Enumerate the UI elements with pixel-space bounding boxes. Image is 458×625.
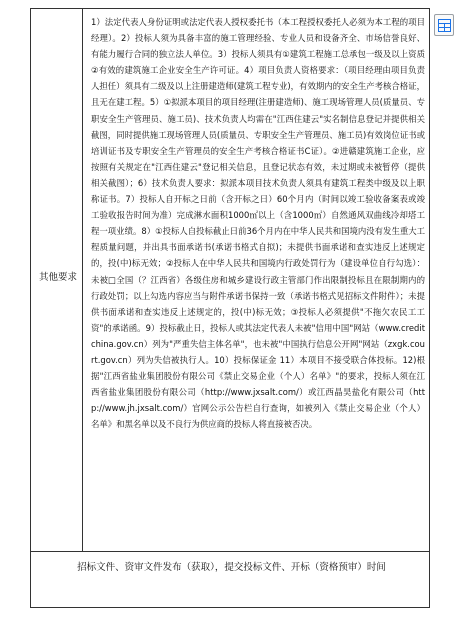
schedule-row bbox=[30, 552, 430, 608]
requirements-table bbox=[30, 8, 430, 552]
schedule-heading: 招标文件、资审文件发布（获取），提交投标文件、开标（资格预审）时间 bbox=[77, 562, 386, 573]
label-column bbox=[31, 9, 83, 551]
grid-layout-icon bbox=[438, 19, 451, 32]
requirements-content: 1）法定代表人身份证明或法定代表人授权委托书（本工程授权委托人必须为本工程的项目经理）。2）投标人须为具备丰富的施工管理经验、专业人员和设备齐全、市场信誉良好、有能力履行合同的独立法人单位。3）投标人须具有①建筑工程施工总承包一级及以上资质②有效的建筑施工企业安全生产许可证。4）项目负责人资格要求：（项目经理由项目负责人担任）须具有二级及以上注册建造师(建筑工程专业)，有效期内的安全生产考核合格证，且无在建工程。5）①拟派本项目的项目经理(注册建造师)、施工现场管理人员(质量员、专职安全生产管理员、施工员)、技术负责人均需在"江西住建云"实名制信息登记并提供相关截图，同时提供施工现场管理人员(质量员、专职安全生产管理员、施工员)有效岗位证书或培训证书及专职安全生产管理员的安全生产考核合格证书C证）。②进赣建筑施工企业，应按照有关规定在"江西住建云"登记相关信息，且登记状态有效，未过期或未被暂停（提供相关截图）；6）技术负责人要求：拟派本项目技术负责人须具有建筑工程类中级及以上职称证书。7）投标人自开标之日前（含开标之日）60个月内（时间以竣工验收备案表或竣工验收报告时间为准）完成淋水面积1000㎡以上（含1000㎡）自然通风双曲线冷却塔工程一项业绩。8）①投标人自投标截止日前36个月内在中华人民共和国境内没有发生重大工程质量问题，并出具书面承诺书(承诺书格式自拟)；未提供书面承诺和查实违反上述规定的，投(中)标无效；②投标人在中华人民共和国境内行政处罚行为（建设单位自行勾选）：未被□全国（？江西省）各级住房和城乡建设行政主管部门作出限制投标且在限制期内的行政处罚；以上勾选内容应当与附件承诺书保持一致（承诺书格式见招标文件附件）；未提供书面承诺和查实违反上述规定的，投(中)标无效；③投标人必须提供"不拖欠农民工工资"的承诺函。9）投标截止日，投标人或其法定代表人未被"信用中国"网站（www.creditchina.gov.cn）列为"严重失信主体名单"，也未被"中国执行信息公开网"网站（zxgk.court.gov.cn）列为失信被执行人。10）投标保证金 11）本项目不接受联合体投标。12)根据"江西省盐业集团股份有限公司《禁止交易企业（个人）名单》"的要求，投标人须在江西省盐业集团股份有限公司（http://www.jxsalt.com/）或江西晶昊盐化有限公司（http://www.jh.jxsalt.com/）官网公示公告栏自行查询，如被列入《禁止交易企业（个人）名单》和黑名单以及不良行为供应商的投标人将直接被否决。 bbox=[91, 17, 425, 430]
row-label: 其他要求 bbox=[39, 272, 78, 283]
layout-toggle-button[interactable] bbox=[434, 14, 454, 36]
